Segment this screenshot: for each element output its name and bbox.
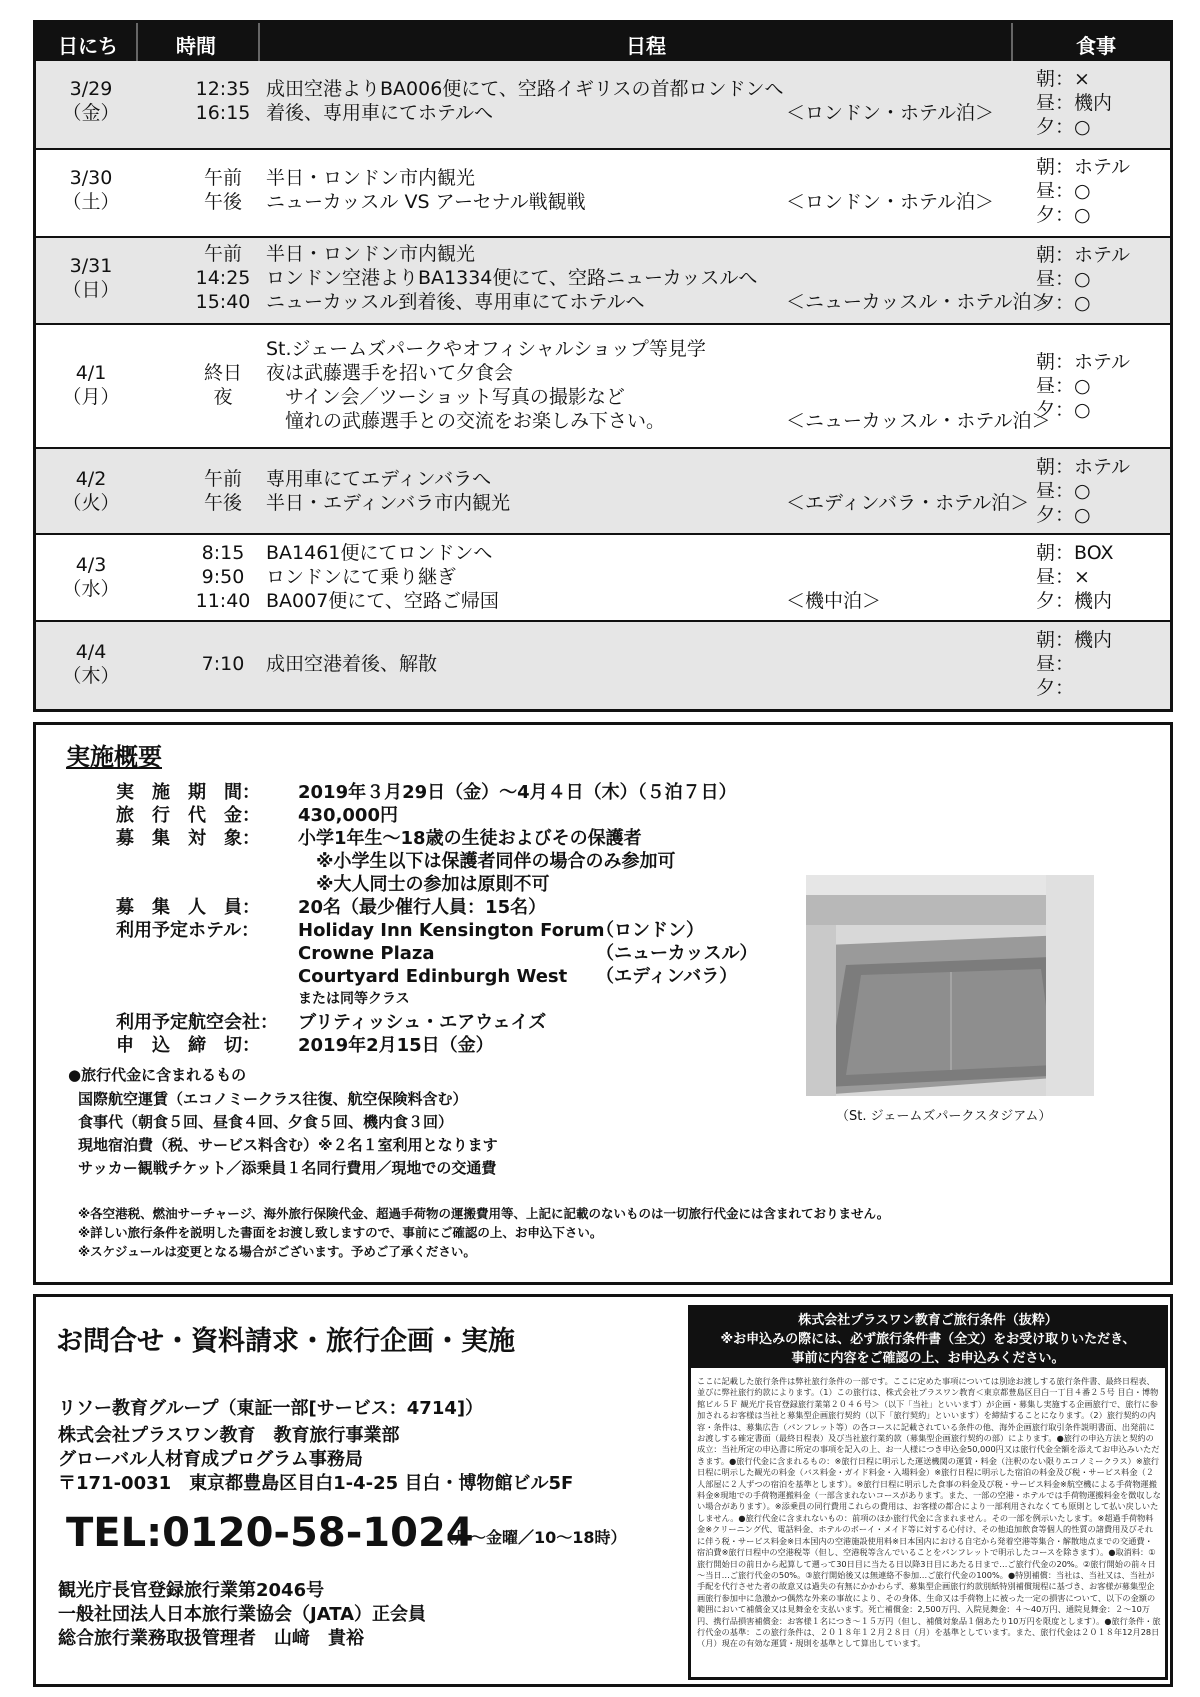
hotel-city: （エディンバラ） — [596, 966, 738, 987]
hotel-name: Crowne Plaza — [298, 943, 435, 964]
airline-value: ブリティッシュ・エアウェイズ — [298, 1012, 547, 1033]
deadline-label: 申 込 締 切： — [116, 1035, 260, 1056]
hotels-label: 利用予定ホテル： — [116, 920, 260, 941]
header-time: 時間 — [176, 34, 216, 58]
note-line: ※各空港税、燃油サーチャージ、海外旅行保険代金、超過手荷物の運搬費用等、上記に記載のないものは一切旅行代金には含まれておりません。 — [78, 1206, 890, 1221]
row-time: 午前 午後 — [203, 167, 242, 213]
header-itinerary: 日程 — [626, 34, 666, 58]
includes-item: 食事代（朝食５回、昼食４回、夕食５回、機内食３回） — [78, 1113, 454, 1131]
footer-line: 総合旅行業務取扱管理者 山﨑 貴裕 — [58, 1628, 364, 1649]
note-line: ※詳しい旅行条件を説明した書面をお渡し致しますので、事前にご確認の上、お申込下さい。 — [78, 1225, 603, 1240]
row-time: 7:10 — [201, 653, 245, 675]
row-date: 4/1 （月） — [62, 362, 120, 408]
row-meals: 朝：ホテル 昼：○ 夕：○ — [1036, 351, 1131, 421]
hotel-city: （ロンドン） — [596, 920, 704, 941]
overview-label: 募 集 対 象： — [116, 828, 260, 849]
table-row — [36, 61, 1170, 150]
header-date: 日にち — [58, 34, 118, 58]
contact-line: リソー教育グループ（東証一部[サービス：4714]） — [58, 1398, 484, 1419]
overview-title: 実施概要 — [66, 743, 162, 771]
row-time: 午前 14:25 15:40 — [195, 243, 251, 313]
row-meals: 朝：ホテル 昼：○ 夕：○ — [1036, 244, 1131, 314]
contact-title: お問合せ・資料請求・旅行企画・実施 — [56, 1326, 515, 1357]
row-date: 4/2 （火） — [62, 468, 120, 514]
row-date: 3/29 （金） — [62, 78, 120, 124]
row-meals: 朝：ホテル 昼：○ 夕：○ — [1036, 156, 1131, 226]
overview-value: 20名（最少催行人員：15名） — [298, 897, 547, 918]
contact-box — [33, 1294, 1173, 1687]
stadium-photo — [806, 875, 1094, 1096]
contact-line: 株式会社プラスワン教育 教育旅行事業部 — [58, 1425, 400, 1446]
row-hotel: ＜エディンバラ・ホテル泊＞ — [786, 492, 1030, 514]
row-itinerary: BA1461便にてロンドンへ ロンドンにて乗り継ぎ BA007便にて、空路ご帰国 — [266, 542, 499, 612]
row-hotel: ＜機中泊＞ — [786, 590, 882, 612]
overview-note: ※大人同士の参加は原則不可 — [298, 874, 550, 895]
row-time: 終日 夜 — [203, 362, 242, 408]
row-meals: 朝：× 昼：機内 夕：○ — [1036, 68, 1113, 138]
table-row — [36, 238, 1170, 325]
deadline-value: 2019年2月15日（金） — [298, 1035, 494, 1056]
row-time: 8:15 9:50 11:40 — [195, 542, 251, 612]
row-itinerary: 半日・ロンドン市内観光 ニューカッスル VS アーセナル戦観戦 — [266, 167, 586, 213]
row-itinerary: 専用車にてエディンバラへ 半日・エディンバラ市内観光 — [266, 468, 511, 514]
phone-number: TEL:0120-58-1024 — [66, 1510, 474, 1556]
terms-body: ここに記載した旅行条件は弊社旅行条件の一部です。ここに定めた事項については別途お渡しする旅行条件書、最終日程表、並びに弊社旅行約款によります。（1）この旅行は、株式会社プラスワン教育＜東京都豊島区目白一丁目４番２５号 目白・博物館ビル５Ｆ 観光庁長官登録旅行業第２０４６号＞（以下「当社」といいます）が企画・募集し実施する企画旅行で、旅行に参加されるお客様は当社と募集型企画旅行契約（以下「旅行契約」といいます）を締結することになります。（2）旅行契約の内容・条件は、募集広告（パンフレット等）の各コースに記載されている条件の他、海外企画旅行取引条件説明書面、出発前にお渡しする確定書面（最終日程表）及び当社旅行業約款（募集型企画旅行契約の部）によります。●旅行の申込方法と契約の成立：当社所定の申込書に所定の事項を記入の上、お一人様につき申込金50,000円又は旅行代金全額を添えてお申込みいただきます。●旅行代金に含まれるもの：※旅行日程に明示した運送機関の運賃・料金（注釈のない限りエコノミークラス）※旅行日程に明示した観光の料金（バス料金・ガイド料金・入場料金）※旅行日程に明示した宿泊の料金及び税・サービス料金（２人部屋に２人ずつの宿泊を基準とします）。※旅行日程に明示した食事の料金及び税・サービス料金※航空機による手荷物運搬料金※現地での手荷物運搬料金（一部含まれないコースがあります。また、一部の空港・ホテルでは手荷物運搬料金を徴収しない場合があります）。※添乗員の同行費用これらの費用は、お客様の都合により一部利用されなくても原則として払い戻しいたしません。●旅行代金に含まれないもの：前項のほか旅行代金に含まれません。その一部を例示いたします。※超過手荷物料金※クリーニング代、電話料金、ホテルのボーイ・メイド等に対する心付け、その他追加飲食等個人的性質の諸費用及びそれに伴う税・サービス料金※日本国内の空港施設使用料※日本国内における自宅から発着空港等集合・解散地点までの交通費・宿泊費※旅行日程中の空港税等（但し、空港税等含んでいることをパンフレットで明示したコースを除きます）。●取消料：①旅行開始日の前日から起算して遡って30日目に当たる日以降3日目にあたる日まで…ご旅行代金の20%。②旅行開始の前々日～当日…ご旅行代金の50%。③旅行開始後又は無連絡不参加…ご旅行代金の100%。●特別補償：当社は、当社又は、当社が手配を代行させた者の故意又は過失の有無にかかわらず、募集型企画旅行約款別紙特別補償規程に基づき、お客様が募集型企画旅行参加中に急激かつ偶然な外来の事故により、その身体、生命又は手荷物上に被った一定の損害について、以下の金額の範囲において補償金又は見舞金を支払います。死亡補償金：2,500万円、入院見舞金：４～40万円、通院見舞金：２～10万円、携行品損害補償金：お客様１名につき～１５万円（但し、補償対象品１個あたり10万円を限度とします）。●旅行条件・旅行代金の基準：この旅行条件は、２０１８年１２月２８日（月）を基準としています。また、旅行代金は２０１８年12月28日（月）現在の有効な運賃・規則を基準として算出しています。 — [697, 1376, 1161, 1649]
overview-value: 2019年３月29日（金）～4月４日（木）（５泊７日） — [298, 782, 737, 803]
includes-title: ●旅行代金に含まれるもの — [68, 1066, 247, 1084]
row-hotel: ＜ロンドン・ホテル泊＞ — [786, 191, 995, 213]
travel-terms-box — [688, 1305, 1168, 1680]
overview-box — [33, 722, 1173, 1285]
note-line: ※スケジュールは変更となる場合がございます。予めご了承ください。 — [78, 1244, 476, 1259]
row-date: 3/30 （土） — [62, 167, 120, 213]
row-date: 4/3 （水） — [62, 554, 120, 600]
overview-value: 430,000円 — [298, 805, 398, 826]
airline-label: 利用予定航空会社： — [116, 1012, 278, 1033]
footer-line: 一般社団法人日本旅行業協会（JATA）正会員 — [58, 1604, 427, 1625]
hotel-name: Courtyard Edinburgh West — [298, 966, 568, 987]
itinerary-table-header — [36, 23, 1170, 61]
table-row — [36, 535, 1170, 622]
row-hotel: ＜ニューカッスル・ホテル泊＞ — [786, 410, 1051, 432]
row-meals: 朝：機内 昼： 夕： — [1036, 629, 1113, 699]
footer-line: 観光庁長官登録旅行業第2046号 — [58, 1580, 325, 1601]
row-hotel: ＜ニューカッスル・ホテル泊＞ — [786, 291, 1051, 313]
hotel-name: Holiday Inn Kensington Forum — [298, 920, 605, 941]
contact-address: 〒171-0031 東京都豊島区目白1-4-25 目白・博物館ビル5F — [58, 1473, 574, 1494]
overview-label: 募 集 人 員： — [116, 897, 260, 918]
overview-label: 旅 行 代 金： — [116, 805, 260, 826]
header-meals: 食事 — [1076, 34, 1116, 58]
row-itinerary: St.ジェームズパークやオフィシャルショップ等見学 夜は武藤選手を招いて夕食会 サイン会／ツーショット写真の撮影など 憧れの武藤選手との交流をお楽しみ下さい。 — [266, 338, 706, 432]
terms-title: 株式会社プラスワン教育ご旅行条件（抜粋） — [798, 1313, 1058, 1328]
includes-item: 国際航空運賃（エコノミークラス往復、航空保険料含む） — [78, 1090, 468, 1108]
row-time: 午前 午後 — [203, 468, 242, 514]
hotels-note: または同等クラス — [298, 991, 410, 1007]
row-date: 4/4 （木） — [62, 641, 120, 687]
row-meals: 朝：BOX 昼：× 夕：機内 — [1036, 542, 1114, 612]
row-itinerary: 成田空港着後、解散 — [266, 653, 438, 675]
terms-subtitle: ※お申込みの際には、必ず旅行条件書（全文）をお受け取りいただき、 — [720, 1332, 1136, 1347]
overview-note: ※小学生以下は保護者同伴の場合のみ参加可 — [298, 851, 676, 872]
row-hotel: ＜ロンドン・ホテル泊＞ — [786, 102, 995, 124]
terms-header — [691, 1308, 1165, 1368]
row-date: 3/31 （日） — [62, 255, 120, 301]
table-row — [36, 325, 1170, 449]
photo-caption: （St. ジェームズパークスタジアム） — [836, 1109, 1052, 1124]
row-itinerary: 成田空港よりBA006便にて、空路イギリスの首都ロンドンへ 着後、専用車にてホテルへ — [266, 78, 784, 124]
table-row — [36, 150, 1170, 238]
row-time: 12:35 16:15 — [195, 78, 251, 124]
hotel-city: （ニューカッスル） — [596, 943, 758, 964]
table-row — [36, 622, 1170, 709]
itinerary-table — [33, 20, 1173, 712]
row-meals: 朝：ホテル 昼：○ 夕：○ — [1036, 456, 1131, 526]
overview-label: 実 施 期 間： — [116, 782, 260, 803]
includes-item: サッカー観戦チケット／添乗員１名同行費用／現地での交通費 — [78, 1159, 497, 1177]
overview-value: 小学1年生～18歳の生徒およびその保護者 — [298, 828, 642, 849]
includes-item: 現地宿泊費（税、サービス料含む）※２名１室利用となります — [78, 1136, 498, 1154]
row-itinerary: 半日・ロンドン市内観光 ロンドン空港よりBA1334便にて、空路ニューカッスルへ ニューカッスル到着後、専用車にてホテルへ — [266, 243, 758, 313]
phone-hours: （月～金曜／10～18時） — [438, 1528, 627, 1547]
table-row — [36, 449, 1170, 535]
contact-line: グローバル人材育成プログラム事務局 — [58, 1449, 363, 1470]
terms-subtitle: 事前に内容をご確認の上、お申込みください。 — [791, 1351, 1065, 1366]
